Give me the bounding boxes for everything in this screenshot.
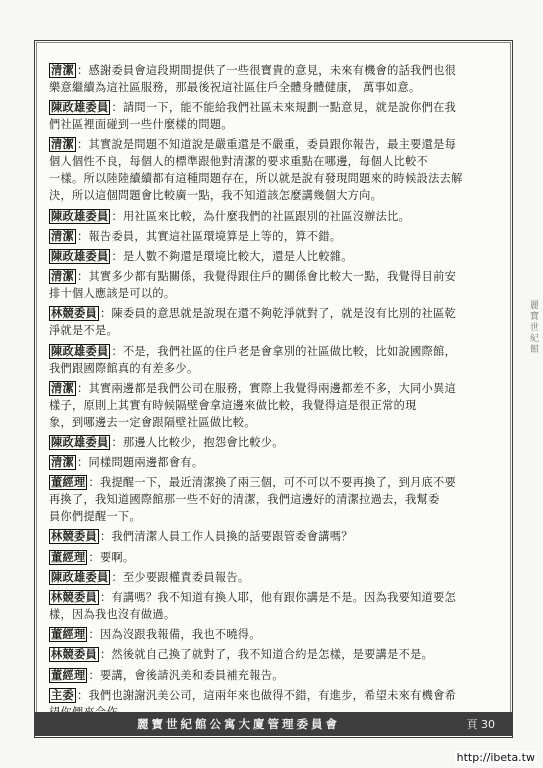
speaker-label: 董經理 [51, 627, 86, 642]
speech-text: ：然後就自己換了就對了，我不知道合約是怎樣，是要講是不是。 [99, 648, 434, 662]
speech-text: 一樣。所以陸陸續續都有這種問題存在，所以就是說有發現問題來的時候設法去解 [49, 172, 463, 186]
speech-text: 樣，因為我也沒有做過。 [49, 608, 176, 621]
footer-title: 麗寶世紀館公寓大廈管理委員會 [137, 717, 340, 731]
speech-text: 再換了，我知道國際館那一些不好的清潔，我們這邊好的清潔拉過去，我幫委 [49, 493, 440, 507]
transcript-entry [49, 268, 497, 302]
speech-text: ：那邊人比較少，抱怨會比較少。 [111, 435, 284, 449]
speech-text: ：有講嗎？我不知道有換人耶，他有跟你講是不是。因為我要知道要怎 [99, 591, 457, 604]
watermark: http://ibeta.tw [456, 751, 535, 764]
entry-continuation-line [49, 322, 497, 339]
speech-text: 樂意繼續為這社區服務，那最後祝這社區住戶全體身體健康， 萬事如意。 [49, 81, 421, 94]
entry-continuation-line [49, 153, 497, 170]
entry-first-line [49, 208, 497, 225]
transcript-entry [49, 228, 497, 245]
entry-first-line [49, 248, 497, 265]
speech-text: ：不是，我們社區的住戶老是會拿別的社區做比較，比如說國際館， [111, 344, 457, 358]
speaker-label: 董經理 [51, 475, 86, 490]
speaker-label: 清潔 [51, 63, 74, 77]
transcript-entry [49, 380, 497, 431]
speaker-label: 清潔 [51, 380, 74, 395]
speech-text: ：至少要跟權責委員報告。 [111, 570, 250, 584]
speech-text: ：感謝委員會這段期間提供了一些很寶貴的意見，未來有機會的話我們也很 [76, 64, 457, 77]
transcript-entry [49, 646, 497, 663]
entry-first-line [49, 528, 497, 545]
speech-text: ：要講，會後請汎美和委員補充報告。 [88, 668, 284, 682]
speech-text: ：是人數不夠還是環境比較大，還是人比較雜。 [111, 249, 353, 263]
speech-text: ：我提醒一下，最近清潔換了兩三個，可不可以不要再換了，到月底不要 [88, 476, 457, 490]
speaker-label: 清潔 [51, 455, 74, 470]
entry-continuation-line [49, 285, 497, 302]
entry-first-line [49, 228, 497, 245]
transcript-entry [49, 305, 497, 339]
speech-text: 我們跟國際館真的有差多少。 [49, 361, 199, 375]
speech-text: ：請問一下，能不能給我們社區未來規劃一點意見，就是說你們在我 [111, 101, 457, 115]
entry-first-line [49, 305, 497, 322]
entry-continuation-line [49, 606, 497, 623]
entry-first-line [49, 474, 497, 491]
page-number: 頁 30 [466, 718, 495, 731]
speech-text: ：其實多少都有點關係，我覺得跟住戶的關係會比較大一點，我覺得目前安 [76, 270, 457, 284]
speaker-label: 清潔 [51, 269, 74, 284]
speech-text: 樣子，原則上其實有時候隔壁會拿這邊來做比較，我覺得這是很正常的現 [49, 398, 417, 412]
speaker-label: 林競委員 [51, 590, 97, 604]
speech-text: ：陳委員的意思就是說現在還不夠乾淨就對了，就是沒有比別的社區乾 [99, 307, 457, 321]
entry-first-line [49, 380, 497, 397]
speech-text: ：其實兩邊都是我們公司在服務，實際上我覺得兩邊都差不多，大同小異這 [76, 381, 457, 395]
speech-text: 象，到哪邊去一定會跟隔壁社區做比較。 [49, 415, 256, 429]
transcript-entry [49, 626, 497, 643]
entry-continuation-line [49, 360, 497, 377]
entry-first-line [49, 343, 497, 360]
speech-text: ：我們也謝謝汎美公司，這兩年來也做得不錯，有進步，希望未來有機會希 [76, 688, 457, 702]
speaker-label: 陳政雄委員 [51, 208, 109, 223]
transcript-entry [49, 589, 497, 623]
speech-text: ：用社區來比較，為什麼我們的社區跟別的社區沒辦法比。 [111, 209, 411, 223]
entry-first-line [49, 62, 497, 79]
transcript-entry [49, 248, 497, 265]
transcript-entry [49, 667, 497, 684]
transcript-entry [49, 474, 497, 525]
entry-continuation-line [49, 491, 497, 508]
entry-first-line [49, 99, 497, 116]
speech-text: 個人個性不良，每個人的標準跟他對清潔的要求重點在哪邊，每個人比較不 [49, 155, 429, 169]
speaker-label: 林競委員 [51, 647, 97, 662]
entry-first-line [49, 667, 497, 684]
speech-text: 員你們提醒一下。 [49, 510, 141, 524]
speaker-label: 董經理 [51, 549, 86, 564]
entry-first-line [49, 454, 497, 471]
entry-first-line [49, 268, 497, 285]
speech-text: ：因為沒跟我報備，我也不曉得。 [88, 628, 261, 642]
entry-first-line [49, 589, 497, 606]
transcript-entry [49, 343, 497, 377]
speaker-label: 主委 [51, 687, 74, 702]
entry-first-line [49, 434, 497, 451]
speech-text: ：報告委員，其實這社區環境算是上等的，算不錯。 [76, 229, 342, 243]
entry-first-line [49, 569, 497, 586]
speech-text: ：同樣問題兩邊都會有。 [76, 456, 204, 470]
entry-continuation-line [49, 508, 497, 525]
entry-continuation-line [49, 79, 497, 96]
entry-first-line [49, 136, 497, 153]
entry-first-line [49, 687, 497, 704]
page-footer [34, 712, 513, 736]
entry-continuation-line [49, 116, 497, 133]
transcript-entry [49, 136, 497, 204]
speaker-label: 陳政雄委員 [51, 343, 109, 358]
meeting-transcript [49, 62, 497, 724]
speech-text: ：要啊。 [88, 550, 135, 564]
speaker-label: 陳政雄委員 [51, 569, 109, 584]
entry-continuation-line [49, 414, 497, 431]
entry-first-line [49, 549, 497, 566]
transcript-entry [49, 569, 497, 586]
speaker-label: 林競委員 [51, 529, 97, 544]
speech-text: 淨就是不是。 [49, 324, 118, 338]
transcript-entry [49, 62, 497, 96]
speech-text: ：其實說是問題不知道說是嚴重還是不嚴重，委員跟你報告，最主要還是每 [76, 138, 457, 152]
speaker-label: 林競委員 [51, 306, 97, 321]
speaker-label: 清潔 [51, 228, 74, 243]
transcript-entry [49, 454, 497, 471]
entry-continuation-line [49, 170, 497, 187]
transcript-entry [49, 434, 497, 451]
transcript-entry [49, 528, 497, 545]
speaker-label: 陳政雄委員 [51, 434, 109, 449]
transcript-entry [49, 208, 497, 225]
speech-text: ：我們清潔人員工作人員換的話要跟管委會講嗎？ [99, 530, 353, 544]
entry-first-line [49, 626, 497, 643]
speech-text: 排十個人應該是可以的。 [49, 287, 176, 301]
speaker-label: 陳政雄委員 [51, 248, 109, 263]
speaker-label: 清潔 [51, 137, 74, 152]
transcript-entry [49, 99, 497, 133]
speaker-label: 董經理 [51, 667, 86, 682]
speaker-label: 陳政雄委員 [51, 100, 109, 115]
entry-continuation-line [49, 187, 497, 204]
speech-text: 們社區裡面碰到一些什麼樣的問題。 [49, 118, 233, 132]
transcript-entry [49, 549, 497, 566]
binding-edge-text: 麗寶世紀館 [528, 300, 538, 355]
entry-continuation-line [49, 397, 497, 414]
speech-text: 決，所以這個問題會比較廣一點，我不知道該怎麼講幾個大方向。 [49, 189, 383, 203]
entry-first-line [49, 646, 497, 663]
